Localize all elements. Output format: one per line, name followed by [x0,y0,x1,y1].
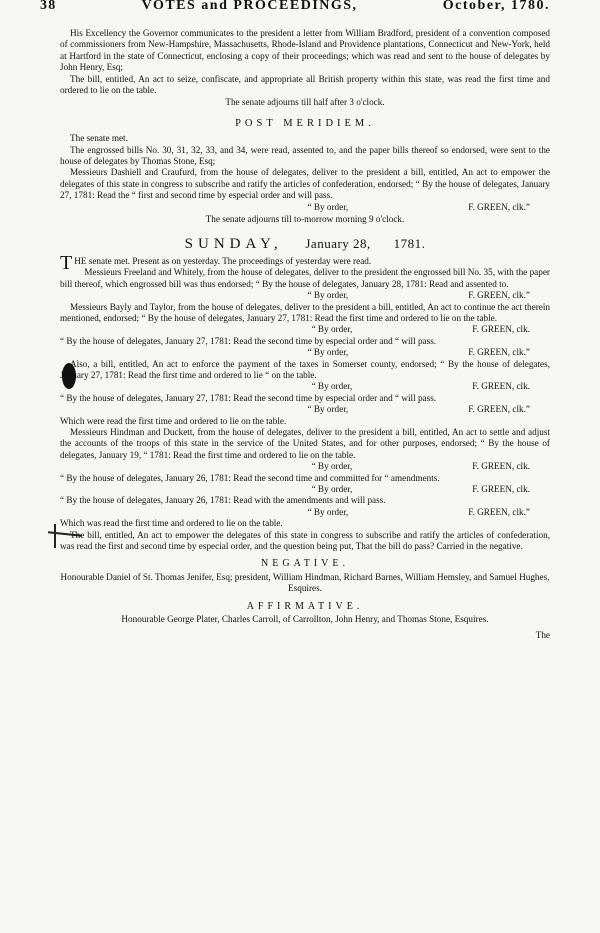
order-signature: “ By order, F. GREEN, clk. [311,484,530,495]
paragraph: Which were read the first time and ordered to lie on the table. [60,415,287,426]
page-content [40,0,550,641]
paragraph: Which was read the first time and ordered to lie on the table. [60,518,283,529]
order-signature: “ By order, F. GREEN, clk.” [307,290,530,301]
paragraph: Messieurs Bayly and Taylor, from the house of delegates, deliver to the president a bill, entitled, An act to continue the act therein mentioned, endorsed; “ By the house of delegates, January 27, 1781: Read the first time and ordered to lie on the table. [60,301,550,323]
paragraph: Messieurs Hindman and Duckett, from the house of delegates, deliver to the president a bill, entitled, An act to settle and adjust the accounts of the troops of this state in the service of the United States, and for other purposes, endorsed; “ By the house of delegates, January 19, “ 1781: Read the first time and ordered to lie on the table. [60,427,550,460]
paragraph: His Excellency the Governor communicates to the president a letter from William Bradford, president of a convention composed of commissioners from New-Hampshire, Massachusetts, Rhode-Island and Providence plantations, Connecticut and New-York, held at Hartford in the state of Connecticut, enclosing a copy of their proceedings; which was read and sent to the house of delegates by John Henry, Esq; [60,28,550,73]
paragraph: The senate met. [70,133,128,144]
catchword: The [535,629,550,640]
order-signature: “ By order, F. GREEN, clk.” [307,201,530,212]
paragraph: “ By the house of delegates, January 27, 1781: Read the second time by especial order and “ will pass. [60,335,437,346]
header-title: VOTES and PROCEEDINGS, [141,0,358,13]
vote-names-negative: Honourable Daniel of St. Thomas Jenifer, Esq; president, William Hindman, Richard Barnes, William Hemsley, and Samuel Hughes, Esquires. [60,571,550,594]
day-heading: SUNDAY, January 28, 1781. [184,235,426,252]
paragraph: Messieurs Dashiell and Craufurd, from the house of delegates, deliver to the president a bill, entitled, An act to empower the delegates of this state in congress to subscribe and ratify the articles of confederation, endorsed; “ By the house of delegates, January 27, 1781: Read the “ first and second time by especial order and will pass. [60,167,550,201]
paragraph: The bill, entitled, An act to seize, confiscate, and appropriate all British property within this state, was read the first time and ordered to lie on the table. [60,73,550,96]
adjournment: The senate adjourns till to-morrow morning 9 o'clock. [205,214,405,225]
paragraph: THE senate met. Present as on yesterday. The proceedings of yesterday were read. [60,251,372,274]
adjournment: The senate adjourns till half after 3 o'clock. [225,97,385,108]
vote-label-affirmative: AFFIRMATIVE. [246,600,364,612]
paragraph: “ By the house of delegates, January 26, 1781: Read the second time and committed for “ amendments. [60,472,440,483]
drop-cap: T [60,251,73,274]
paragraph: Messieurs Freeland and Whitely, from the house of delegates, deliver to the president the engrossed bill No. 35, with the paper bill thereof, which engrossed bill was thus endorsed; “ By the house of delegates, January 28, 1781: Read and assented to. [60,267,550,289]
vote-names-affirmative: Honourable George Plater, Charles Carroll, of Carrollton, John Henry, and Thomas Stone, Esquires. [121,614,489,625]
running-header [40,0,550,28]
paragraph: The bill, entitled, An act to empower the delegates of this state in congress to subscribe and ratify the articles of confederation, was read the first and second time by especial order, and the question being put, That the bill do pass? Carried in the negative. [60,529,550,552]
section-heading-post-meridiem: POST MERIDIEM. [235,117,375,129]
vote-label-negative: NEGATIVE. [261,558,349,570]
order-signature: “ By order, F. GREEN, clk.” [307,506,530,517]
order-signature: “ By order, F. GREEN, clk.” [307,347,530,358]
order-signature: “ By order, F. GREEN, clk. [311,324,530,335]
paragraph: The engrossed bills No. 30, 31, 32, 33, and 34, were read, assented to, and the paper bills thereof so endorsed, were sent to the house of delegates by Thomas Stone, Esq; [60,144,550,167]
paragraph: “ By the house of delegates, January 26, 1781: Read with the amendments and will pass. [60,495,386,506]
paragraph: Also, a bill, entitled, An act to enforce the payment of the taxes in Somerset county, endorsed; “ By the house of delegates, January 27, 1781: Read the first time and ordered to lie “ on the table. [60,358,550,380]
paragraph: “ By the house of delegates, January 27, 1781: Read the second time by especial order and “ will pass. [60,392,437,403]
page-number: 38 [40,0,57,13]
header-date: October, 1780. [442,0,550,13]
order-signature: “ By order, F. GREEN, clk. [311,381,530,392]
margin-pen-mark [54,524,56,548]
order-signature: “ By order, F. GREEN, clk. [311,461,530,472]
order-signature: “ By order, F. GREEN, clk.” [307,404,530,415]
